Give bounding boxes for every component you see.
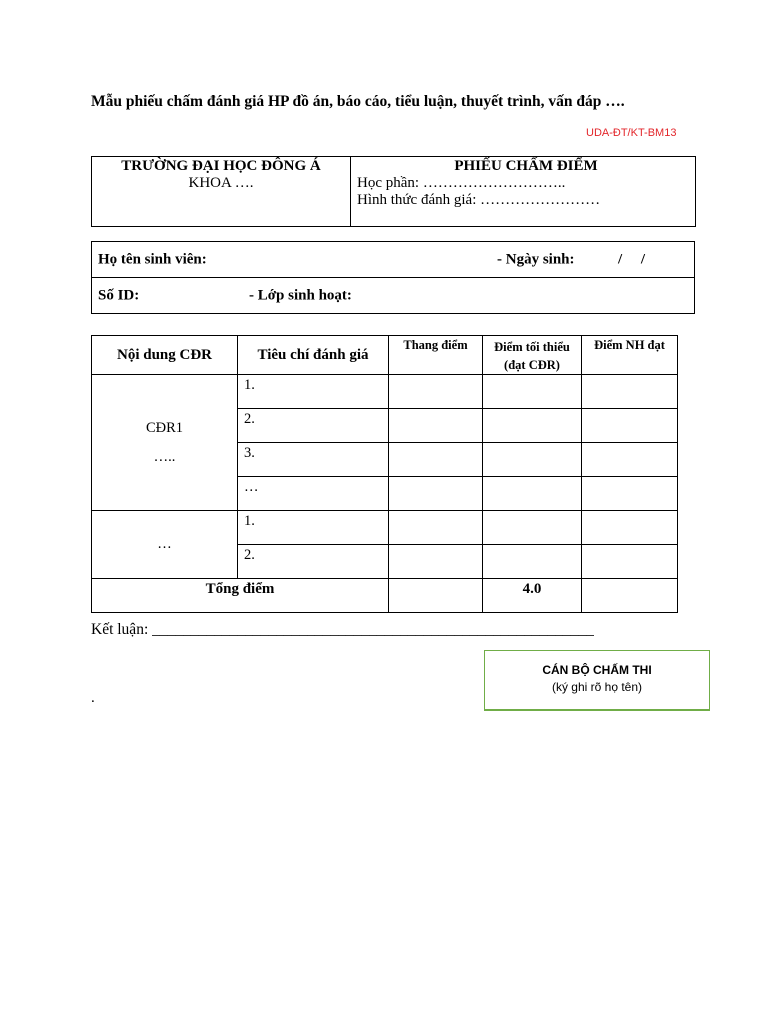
total-scale-cell[interactable] <box>389 579 483 613</box>
student-name-row <box>92 242 695 278</box>
class-label: - Lớp sinh hoạt: <box>249 287 352 303</box>
achieved-cell[interactable] <box>582 545 678 579</box>
document-title: Mẫu phiếu chấm đánh giá HP đồ án, báo cáo, tiểu luận, thuyết trình, vấn đáp …. <box>91 93 625 110</box>
min-score-cell[interactable] <box>483 375 582 409</box>
student-id-row <box>92 278 695 314</box>
form-info-cell <box>351 157 696 227</box>
scale-cell[interactable] <box>389 477 483 511</box>
dob-separators: / / <box>618 251 646 267</box>
criteria-item: 2. <box>238 409 389 443</box>
min-score-cell[interactable] <box>483 511 582 545</box>
scale-cell[interactable] <box>389 409 483 443</box>
min-score-cell[interactable] <box>483 545 582 579</box>
scale-cell[interactable] <box>389 375 483 409</box>
table-row <box>92 511 678 545</box>
group2-label: … <box>157 536 172 552</box>
min-score-cell[interactable] <box>483 477 582 511</box>
total-label: Tổng điểm <box>92 579 389 613</box>
col-criteria-header: Tiêu chí đánh giá <box>238 336 389 375</box>
min-score-cell[interactable] <box>483 443 582 477</box>
faculty-name: KHOA …. <box>188 175 254 191</box>
student-id-label: Số ID: <box>98 287 140 303</box>
total-min-score: 4.0 <box>483 579 582 613</box>
scale-cell[interactable] <box>389 443 483 477</box>
achieved-cell[interactable] <box>582 477 678 511</box>
col-achieved-header: Điểm NH đạt <box>582 336 678 375</box>
criteria-item: 1. <box>238 511 389 545</box>
group1-sub: ….. <box>153 448 176 465</box>
assessment-form-field: Hình thức đánh giá: …………………… <box>357 192 601 208</box>
group1-cell <box>92 375 238 511</box>
min-score-cell[interactable] <box>483 409 582 443</box>
stray-dot: . <box>91 690 95 706</box>
criteria-item: 1. <box>238 375 389 409</box>
signature-title: CÁN BỘ CHẤM THI <box>542 663 652 677</box>
form-code: UDA-ĐT/KT-BM13 <box>586 127 677 139</box>
student-name-label: Họ tên sinh viên: <box>98 251 207 267</box>
form-title: PHIẾU CHẤM ĐIỂM <box>454 158 598 174</box>
table-row <box>92 375 678 409</box>
header-box <box>91 156 696 227</box>
signature-box <box>484 650 710 711</box>
signature-note: (ký ghi rõ họ tên) <box>551 680 643 694</box>
course-field: Học phần: ……………………….. <box>357 175 566 191</box>
dob-label: - Ngày sinh: <box>497 251 575 267</box>
achieved-cell[interactable] <box>582 511 678 545</box>
col-scale-header: Thang điểm <box>389 336 483 375</box>
total-row <box>92 579 678 613</box>
col-min-score-header: Điểm tối thiểu (đạt CĐR) <box>483 336 582 375</box>
grading-table <box>91 335 678 613</box>
achieved-cell[interactable] <box>582 443 678 477</box>
criteria-item: … <box>238 477 389 511</box>
student-info-table <box>91 241 695 314</box>
total-achieved-cell[interactable] <box>582 579 678 613</box>
group2-cell <box>92 511 238 579</box>
group1-label: CĐR1 <box>145 419 184 436</box>
grading-header-row <box>92 336 678 375</box>
col-content-header: Nội dung CĐR <box>92 336 238 375</box>
conclusion-line[interactable]: Kết luận: _________________________________________________________ <box>91 621 594 638</box>
criteria-item: 2. <box>238 545 389 579</box>
achieved-cell[interactable] <box>582 375 678 409</box>
school-name: TRƯỜNG ĐẠI HỌC ĐÔNG Á <box>121 158 321 174</box>
school-cell <box>92 157 351 227</box>
scale-cell[interactable] <box>389 511 483 545</box>
achieved-cell[interactable] <box>582 409 678 443</box>
criteria-item: 3. <box>238 443 389 477</box>
scale-cell[interactable] <box>389 545 483 579</box>
